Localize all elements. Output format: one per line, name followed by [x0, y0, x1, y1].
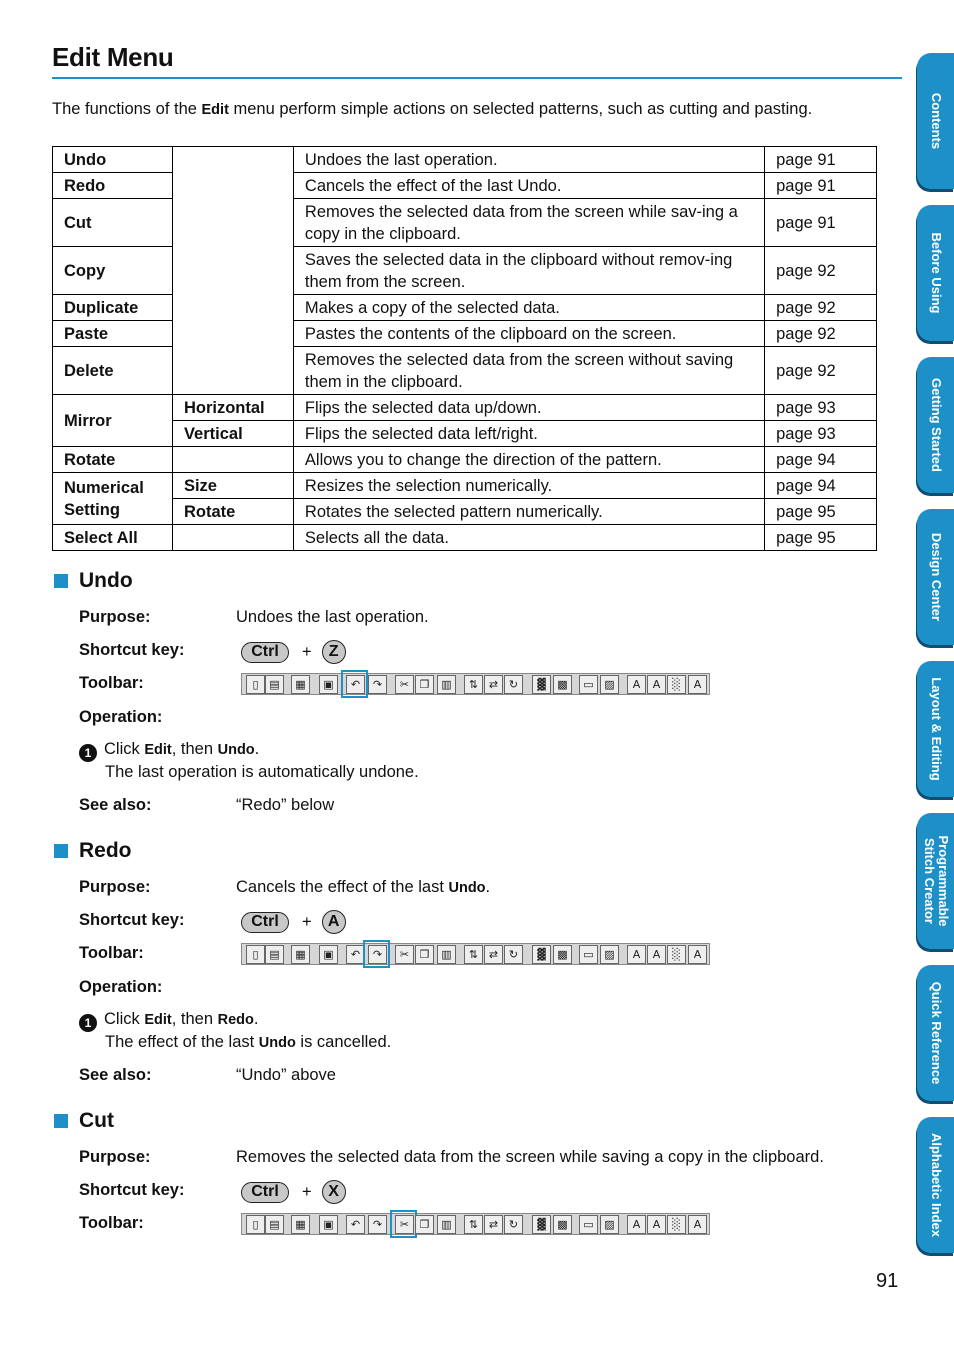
ctrl-key: Ctrl [241, 642, 289, 663]
plus-sign: + [302, 912, 312, 931]
rotate-icon: ↻ [504, 1215, 523, 1234]
font2-icon: A [647, 1215, 666, 1234]
undo-section-heading: Undo [54, 569, 133, 593]
table-cell-command: Select All [53, 525, 173, 551]
plus-sign: + [302, 1182, 312, 1201]
rotate-icon: ↻ [504, 945, 523, 964]
table-row [53, 395, 877, 421]
step-number-icon: 1 [79, 1014, 97, 1032]
new-icon: ▯ [246, 1215, 265, 1234]
table-cell-page: page 94 [765, 447, 877, 473]
table-cell-page: page 93 [765, 395, 877, 421]
table-cell-page: page 95 [765, 499, 877, 525]
table-cell-command: Duplicate [53, 295, 173, 321]
purpose-label: Purpose: [79, 1148, 151, 1166]
bullet-square-icon [54, 574, 68, 588]
purpose-text: Removes the selected data from the screen while saving a copy in the clipboard. [236, 1148, 824, 1166]
table-row [53, 421, 877, 447]
table-cell-description: Flips the selected data left/right. [293, 421, 764, 447]
paste-icon: ▥ [437, 675, 456, 694]
table-cell-page: page 92 [765, 347, 877, 395]
open-icon: ▤ [265, 675, 284, 694]
operation-label: Operation: [79, 708, 163, 726]
save-icon: ▣ [319, 675, 338, 694]
copy-icon: ❐ [415, 675, 434, 694]
toolbar-label: Toolbar: [79, 944, 144, 962]
table-cell-command: Undo [53, 147, 173, 173]
font2-icon: A [647, 945, 666, 964]
shortcut-label: Shortcut key: [79, 641, 185, 659]
table-cell-page: page 91 [765, 147, 877, 173]
mirror-horizontal-icon: ⇅ [464, 945, 483, 964]
stitch-icon: ▓ [532, 1215, 551, 1234]
table-cell-command: Redo [53, 173, 173, 199]
purpose-text: Undoes the last operation. [236, 608, 429, 626]
toolbar-label: Toolbar: [79, 1214, 144, 1232]
table-cell-description: Pastes the contents of the clipboard on the screen. [293, 321, 764, 347]
highlight-frame [363, 940, 390, 968]
new-icon: ▯ [246, 945, 265, 964]
font1-icon: A [627, 1215, 646, 1234]
shortcut-label: Shortcut key: [79, 911, 185, 929]
tab-getting-started[interactable]: Getting Started [917, 357, 954, 493]
mirror-vertical-icon: ⇄ [484, 1215, 503, 1234]
table-cell-page: page 92 [765, 247, 877, 295]
font3-icon: ░ [667, 945, 686, 964]
new-icon: ▯ [246, 675, 265, 694]
cut-icon: ✂ [395, 675, 414, 694]
purpose-text: Cancels the effect of the last Undo. [236, 878, 491, 896]
tab-before-using[interactable]: Before Using [917, 205, 954, 341]
toolbar-label: Toolbar: [79, 674, 144, 692]
table-cell-description: Flips the selected data up/down. [293, 395, 764, 421]
operation-result: The last operation is automatically undone. [105, 763, 419, 781]
bullet-square-icon [54, 844, 68, 858]
table-cell-description: Rotates the selected pattern numerically. [293, 499, 764, 525]
table-cell-description: Undoes the last operation. [293, 147, 764, 173]
open-icon: ▤ [265, 945, 284, 964]
operation-label: Operation: [79, 978, 163, 996]
table-cell-command: Numerical Setting [53, 473, 173, 525]
ctrl-key: Ctrl [241, 912, 289, 933]
table-cell-command: Copy [53, 247, 173, 295]
shortcut-keys [241, 640, 346, 664]
table-cell-page: page 91 [765, 173, 877, 199]
tab-contents[interactable]: Contents [917, 53, 954, 189]
shortcut-keys [241, 1180, 346, 1204]
edit-menu-table [52, 146, 877, 551]
page-title: Edit Menu [52, 42, 174, 72]
page-number: 91 [876, 1270, 899, 1292]
table-cell-command: Rotate [53, 447, 173, 473]
table-cell-page: page 92 [765, 321, 877, 347]
tab-layout-editing[interactable]: Layout & Editing [917, 661, 954, 797]
table-cell-submenu [172, 525, 293, 551]
table-cell-description: Removes the selected data from the screen while sav-ing a copy in the clipboard. [293, 199, 764, 247]
tab-quick-reference[interactable]: Quick Reference [917, 965, 954, 1101]
toolbar-image [241, 943, 710, 965]
table-cell-submenu: Rotate [172, 499, 293, 525]
shortcut-keys [241, 910, 346, 934]
font1-icon: A [627, 945, 646, 964]
operation-step: 1 Click Edit, then Redo. [79, 1010, 258, 1032]
intro-text: The functions of the Edit menu perform simple actions on selected patterns, such as cutting and pasting. [52, 100, 813, 118]
table-cell-command: Cut [53, 199, 173, 247]
table-row [53, 147, 877, 173]
shortcut-label: Shortcut key: [79, 1181, 185, 1199]
table-cell-command: Mirror [53, 395, 173, 447]
cut-icon: ✂ [395, 1215, 414, 1234]
x-key: X [322, 1180, 346, 1204]
toolbar-image [241, 1213, 710, 1235]
numeric-icon: ▩ [553, 945, 572, 964]
mirror-horizontal-icon: ⇅ [464, 675, 483, 694]
table-cell-command: Delete [53, 347, 173, 395]
table-cell-description: Removes the selected data from the screen without saving them in the clipboard. [293, 347, 764, 395]
table-cell-submenu [172, 447, 293, 473]
font4-icon: A [688, 1215, 707, 1234]
table-cell-description: Allows you to change the direction of the pattern. [293, 447, 764, 473]
font3-icon: ░ [667, 1215, 686, 1234]
highlight-frame [390, 1210, 417, 1238]
tab-design-center[interactable]: Design Center [917, 509, 954, 645]
ctrl-key: Ctrl [241, 1182, 289, 1203]
redo-icon: ↷ [368, 945, 387, 964]
save-icon: ▣ [319, 945, 338, 964]
table-cell-page: page 93 [765, 421, 877, 447]
realistic-icon: ▨ [600, 675, 619, 694]
mirror-vertical-icon: ⇄ [484, 675, 503, 694]
preview-icon: ▭ [579, 1215, 598, 1234]
toolbar-image [241, 673, 710, 695]
stitch-icon: ▓ [532, 675, 551, 694]
table-cell-description: Saves the selected data in the clipboard without remov-ing them from the screen. [293, 247, 764, 295]
undo-icon: ↶ [346, 675, 365, 694]
table-row [53, 473, 877, 499]
paste-icon: ▥ [437, 1215, 456, 1234]
table-row [53, 447, 877, 473]
table-cell-page: page 94 [765, 473, 877, 499]
operation-step: 1 Click Edit, then Undo. [79, 740, 259, 762]
bullet-square-icon [54, 1114, 68, 1128]
see-also-text: “Redo” below [236, 796, 335, 814]
table-cell-submenu [172, 147, 293, 395]
see-also-text: “Undo” above [236, 1066, 336, 1084]
plus-sign: + [302, 642, 312, 661]
mirror-vertical-icon: ⇄ [484, 945, 503, 964]
step-number-icon: 1 [79, 744, 97, 762]
table-row [53, 525, 877, 551]
stitch-icon: ▓ [532, 945, 551, 964]
table-cell-submenu: Vertical [172, 421, 293, 447]
font4-icon: A [688, 675, 707, 694]
table-cell-command: Paste [53, 321, 173, 347]
table-cell-description: Makes a copy of the selected data. [293, 295, 764, 321]
see-also-label: See also: [79, 1066, 152, 1084]
cut-icon: ✂ [395, 945, 414, 964]
table-row [53, 499, 877, 525]
see-also-label: See also: [79, 796, 152, 814]
table-cell-page: page 92 [765, 295, 877, 321]
redo-icon: ↷ [368, 1215, 387, 1234]
operation-result: The effect of the last Undo is cancelled. [105, 1033, 392, 1051]
rotate-icon: ↻ [504, 675, 523, 694]
preview-icon: ▭ [579, 675, 598, 694]
table-cell-submenu: Size [172, 473, 293, 499]
import-icon: ▦ [291, 945, 310, 964]
numeric-icon: ▩ [553, 675, 572, 694]
table-cell-submenu: Horizontal [172, 395, 293, 421]
highlight-frame [341, 670, 368, 698]
purpose-label: Purpose: [79, 878, 151, 896]
purpose-label: Purpose: [79, 608, 151, 626]
realistic-icon: ▨ [600, 1215, 619, 1234]
import-icon: ▦ [291, 675, 310, 694]
font1-icon: A [627, 675, 646, 694]
cut-section-heading: Cut [54, 1109, 114, 1133]
save-icon: ▣ [319, 1215, 338, 1234]
title-rule [52, 77, 902, 79]
redo-section-heading: Redo [54, 839, 132, 863]
redo-icon: ↷ [368, 675, 387, 694]
font4-icon: A [688, 945, 707, 964]
undo-icon: ↶ [346, 1215, 365, 1234]
tab-alphabetic-index[interactable]: Alphabetic Index [917, 1117, 954, 1253]
z-key: Z [322, 640, 346, 664]
font2-icon: A [647, 675, 666, 694]
table-cell-page: page 95 [765, 525, 877, 551]
paste-icon: ▥ [437, 945, 456, 964]
a-key: A [322, 910, 346, 934]
numeric-icon: ▩ [553, 1215, 572, 1234]
undo-icon: ↶ [346, 945, 365, 964]
table-cell-description: Cancels the effect of the last Undo. [293, 173, 764, 199]
table-cell-page: page 91 [765, 199, 877, 247]
preview-icon: ▭ [579, 945, 598, 964]
tab-programmable-stitch-creator[interactable]: Programmable Stitch Creator [917, 813, 954, 949]
table-cell-description: Resizes the selection numerically. [293, 473, 764, 499]
copy-icon: ❐ [415, 1215, 434, 1234]
open-icon: ▤ [265, 1215, 284, 1234]
mirror-horizontal-icon: ⇅ [464, 1215, 483, 1234]
font3-icon: ░ [667, 675, 686, 694]
import-icon: ▦ [291, 1215, 310, 1234]
copy-icon: ❐ [415, 945, 434, 964]
table-cell-description: Selects all the data. [293, 525, 764, 551]
realistic-icon: ▨ [600, 945, 619, 964]
